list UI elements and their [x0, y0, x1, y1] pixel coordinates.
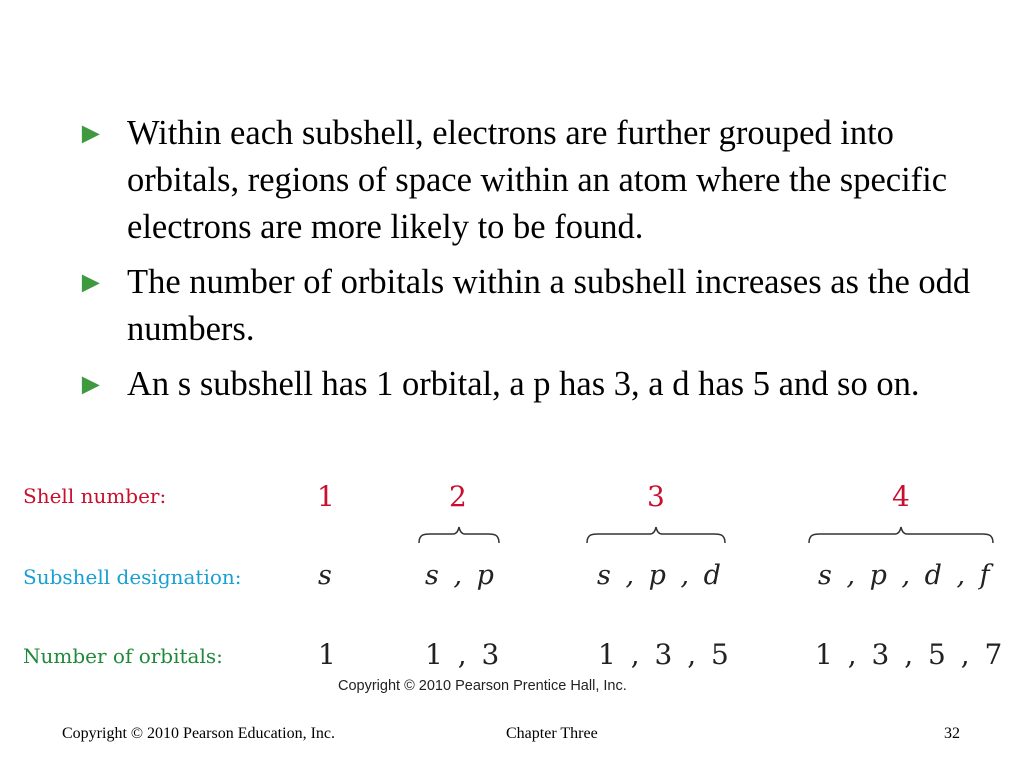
shell-number-2: 2 [449, 480, 467, 513]
footer-copyright: Copyright © 2010 Pearson Education, Inc. [62, 725, 335, 742]
subshell-designation-1: s [318, 560, 332, 591]
orbital-count-4: 1 , 3 , 5 , 7 [815, 638, 1003, 671]
bullet-item [76, 361, 976, 408]
shell-number-4: 4 [892, 480, 910, 513]
bullet-text: The number of orbitals within a subshell increases as the odd numbers. [127, 263, 971, 348]
arrow-bullet-icon: ► [76, 266, 106, 299]
brace-shell-2 [418, 525, 500, 545]
orbital-count-2: 1 , 3 [425, 638, 500, 671]
shell-number-1: 1 [317, 480, 335, 513]
page-number: 32 [944, 725, 960, 742]
brace-shell-3 [586, 525, 726, 545]
figure-copyright: Copyright © 2010 Pearson Prentice Hall, Inc. [338, 678, 627, 694]
bullet-list [76, 110, 976, 416]
shell-number-label: Shell number: [23, 484, 167, 508]
orbital-count-1: 1 [318, 638, 336, 671]
footer-chapter: Chapter Three [506, 725, 598, 742]
arrow-bullet-icon: ► [76, 368, 106, 401]
brace-shell-4 [808, 525, 994, 545]
orbital-count-3: 1 , 3 , 5 [598, 638, 729, 671]
number-of-orbitals-label: Number of orbitals: [23, 644, 223, 668]
bullet-item [76, 110, 976, 251]
bullet-item [76, 259, 976, 353]
shell-number-3: 3 [647, 480, 665, 513]
bullet-text: Within each subshell, electrons are further grouped into orbitals, regions of space within an atom where the specific electrons are more likely to be found. [127, 114, 948, 246]
subshell-designation-4: s , p , d , f [818, 560, 990, 591]
orbital-figure [0, 470, 1024, 700]
subshell-designation-3: s , p , d [597, 560, 721, 591]
subshell-designation-2: s , p [425, 560, 494, 591]
subshell-designation-label: Subshell designation: [23, 565, 242, 589]
arrow-bullet-icon: ► [76, 117, 106, 150]
bullet-text: An s subshell has 1 orbital, a p has 3, a d has 5 and so on. [127, 365, 920, 403]
